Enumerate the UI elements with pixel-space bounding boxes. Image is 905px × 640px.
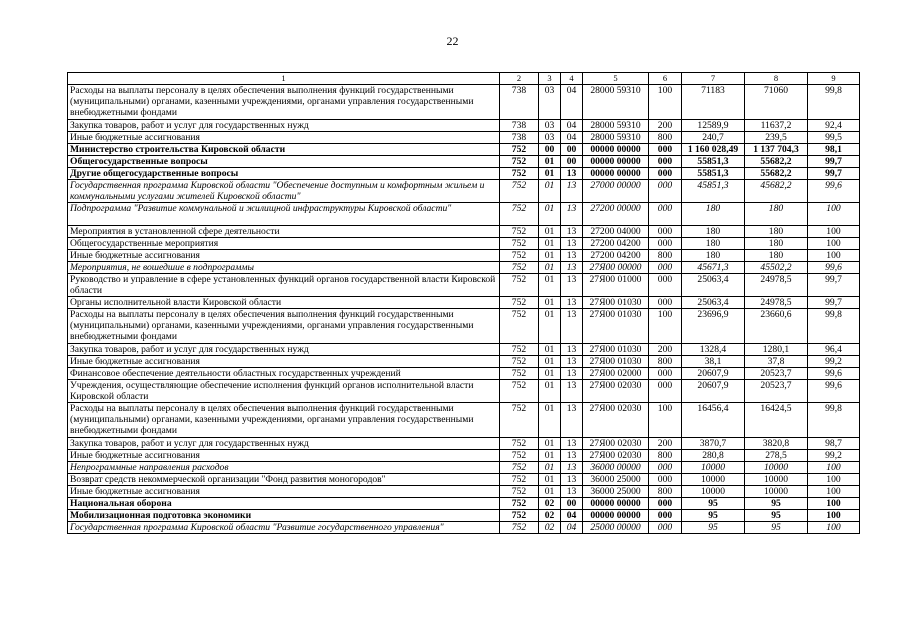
cell-planned: 10000 (682, 486, 745, 498)
cell-ministry-code: 752 (500, 450, 539, 462)
cell-target-article: 27Я00 01030 (583, 356, 649, 368)
row-name: Расходы на выплаты персоналу в целях обеспечения выполнения функций государственными (муниципальными) органами, казенными учреждениями, органами управления государственными внебюджетными фондами (68, 85, 500, 120)
cell-subsection: 04 (561, 522, 583, 534)
table-row (68, 356, 860, 368)
row-name: Мероприятия в установленной сфере деятельности (68, 226, 500, 238)
cell-planned: 55851,3 (682, 168, 745, 180)
cell-executed: 23660,6 (745, 309, 808, 344)
cell-percent: 100 (808, 226, 860, 238)
cell-percent: 99,6 (808, 262, 860, 274)
cell-expense-type: 000 (649, 522, 682, 534)
cell-percent: 100 (808, 474, 860, 486)
cell-section: 01 (539, 356, 561, 368)
cell-ministry-code: 752 (500, 203, 539, 226)
cell-subsection: 13 (561, 168, 583, 180)
cell-percent: 99,6 (808, 380, 860, 403)
cell-executed: 10000 (745, 486, 808, 498)
cell-subsection: 13 (561, 403, 583, 438)
cell-percent: 96,4 (808, 344, 860, 356)
cell-section: 01 (539, 450, 561, 462)
budget-table (67, 72, 860, 534)
cell-executed: 3820,8 (745, 438, 808, 450)
cell-executed: 55682,2 (745, 156, 808, 168)
cell-ministry-code: 752 (500, 344, 539, 356)
row-name: Руководство и управление в сфере установленных функций органов государственной власти Кировской области (68, 274, 500, 297)
cell-expense-type: 800 (649, 356, 682, 368)
cell-expense-type: 800 (649, 450, 682, 462)
row-name: Расходы на выплаты персоналу в целях обеспечения выполнения функций государственными (муниципальными) органами, казенными учреждениями, органами управления государственными внебюджетными фондами (68, 309, 500, 344)
cell-percent: 99,6 (808, 368, 860, 380)
cell-planned: 45851,3 (682, 180, 745, 203)
cell-ministry-code: 752 (500, 474, 539, 486)
cell-executed: 16424,5 (745, 403, 808, 438)
row-name: Учреждения, осуществляющие обеспечение исполнения функций органов исполнительной власти Кировской области (68, 380, 500, 403)
cell-section: 01 (539, 486, 561, 498)
row-name: Иные бюджетные ассигнования (68, 486, 500, 498)
column-header: 4 (561, 73, 583, 85)
cell-target-article: 28000 59310 (583, 85, 649, 120)
column-header: 2 (500, 73, 539, 85)
table-row (68, 156, 860, 168)
cell-section: 01 (539, 462, 561, 474)
cell-expense-type: 000 (649, 274, 682, 297)
cell-ministry-code: 752 (500, 144, 539, 156)
cell-target-article: 36000 25000 (583, 474, 649, 486)
cell-expense-type: 000 (649, 262, 682, 274)
cell-target-article: 28000 59310 (583, 132, 649, 144)
cell-target-article: 27200 04200 (583, 250, 649, 262)
cell-planned: 180 (682, 250, 745, 262)
cell-percent: 100 (808, 486, 860, 498)
cell-subsection: 00 (561, 498, 583, 510)
cell-executed: 10000 (745, 474, 808, 486)
cell-subsection: 00 (561, 144, 583, 156)
cell-ministry-code: 752 (500, 510, 539, 522)
cell-planned: 180 (682, 238, 745, 250)
cell-subsection: 13 (561, 474, 583, 486)
cell-section: 03 (539, 120, 561, 132)
cell-target-article: 27Я00 02030 (583, 403, 649, 438)
row-name: Расходы на выплаты персоналу в целях обеспечения выполнения функций государственными (муниципальными) органами, казенными учреждениями, органами управления государственными внебюджетными фондами (68, 403, 500, 438)
row-name: Возврат средств некоммерческой организации "Фонд развития моногородов" (68, 474, 500, 486)
cell-expense-type: 100 (649, 85, 682, 120)
cell-executed: 37,8 (745, 356, 808, 368)
cell-ministry-code: 752 (500, 403, 539, 438)
cell-subsection: 13 (561, 262, 583, 274)
cell-subsection: 13 (561, 380, 583, 403)
table-row (68, 510, 860, 522)
table-row (68, 498, 860, 510)
cell-subsection: 13 (561, 309, 583, 344)
cell-section: 01 (539, 344, 561, 356)
cell-planned: 71183 (682, 85, 745, 120)
cell-target-article: 27200 00000 (583, 203, 649, 226)
cell-ministry-code: 752 (500, 438, 539, 450)
cell-percent: 99,8 (808, 309, 860, 344)
column-header: 1 (68, 73, 500, 85)
cell-target-article: 00000 00000 (583, 498, 649, 510)
row-name: Закупка товаров, работ и услуг для государственных нужд (68, 120, 500, 132)
cell-section: 03 (539, 85, 561, 120)
cell-subsection: 13 (561, 297, 583, 309)
cell-target-article: 27000 00000 (583, 180, 649, 203)
cell-target-article: 27Я00 02030 (583, 438, 649, 450)
row-name: Министерство строительства Кировской области (68, 144, 500, 156)
table-row (68, 226, 860, 238)
row-name: Иные бюджетные ассигнования (68, 356, 500, 368)
row-name: Мобилизационная подготовка экономики (68, 510, 500, 522)
cell-executed: 1280,1 (745, 344, 808, 356)
cell-subsection: 04 (561, 85, 583, 120)
row-name: Иные бюджетные ассигнования (68, 250, 500, 262)
cell-ministry-code: 752 (500, 180, 539, 203)
table-row (68, 368, 860, 380)
cell-percent: 100 (808, 203, 860, 226)
cell-subsection: 13 (561, 368, 583, 380)
cell-section: 03 (539, 132, 561, 144)
row-name: Общегосударственные мероприятия (68, 238, 500, 250)
cell-percent: 99,8 (808, 403, 860, 438)
cell-expense-type: 200 (649, 344, 682, 356)
row-name: Финансовое обеспечение деятельности областных государственных учреждений (68, 368, 500, 380)
cell-percent: 100 (808, 250, 860, 262)
cell-planned: 25063,4 (682, 297, 745, 309)
cell-target-article: 27Я00 02030 (583, 380, 649, 403)
cell-subsection: 04 (561, 120, 583, 132)
cell-subsection: 13 (561, 226, 583, 238)
cell-planned: 95 (682, 510, 745, 522)
table-row (68, 238, 860, 250)
table-row (68, 85, 860, 120)
cell-ministry-code: 752 (500, 380, 539, 403)
cell-executed: 10000 (745, 462, 808, 474)
cell-section: 01 (539, 438, 561, 450)
cell-section: 01 (539, 238, 561, 250)
cell-expense-type: 800 (649, 250, 682, 262)
cell-section: 01 (539, 262, 561, 274)
cell-expense-type: 000 (649, 156, 682, 168)
cell-executed: 278,5 (745, 450, 808, 462)
cell-percent: 99,7 (808, 168, 860, 180)
cell-percent: 99,7 (808, 274, 860, 297)
cell-subsection: 13 (561, 450, 583, 462)
cell-percent: 99,6 (808, 180, 860, 203)
cell-percent: 99,2 (808, 356, 860, 368)
row-name: Государственная программа Кировской области "Обеспечение доступным и комфортным жильем и коммунальными услугами жителей Кировской области" (68, 180, 500, 203)
row-name: Иные бюджетные ассигнования (68, 450, 500, 462)
cell-target-article: 36000 00000 (583, 462, 649, 474)
cell-target-article: 36000 25000 (583, 486, 649, 498)
table-row (68, 132, 860, 144)
row-name: Мероприятия, не вошедшие в подпрограммы (68, 262, 500, 274)
column-header: 9 (808, 73, 860, 85)
table-row (68, 120, 860, 132)
cell-ministry-code: 752 (500, 309, 539, 344)
cell-planned: 1328,4 (682, 344, 745, 356)
cell-expense-type: 000 (649, 462, 682, 474)
cell-expense-type: 000 (649, 474, 682, 486)
row-name: Государственная программа Кировской области "Развитие государственного управления" (68, 522, 500, 534)
cell-subsection: 13 (561, 356, 583, 368)
table-row (68, 438, 860, 450)
table-row (68, 250, 860, 262)
cell-executed: 45502,2 (745, 262, 808, 274)
cell-ministry-code: 752 (500, 274, 539, 297)
cell-subsection: 13 (561, 462, 583, 474)
row-name: Закупка товаров, работ и услуг для государственных нужд (68, 344, 500, 356)
table-row (68, 450, 860, 462)
cell-planned: 95 (682, 498, 745, 510)
cell-expense-type: 100 (649, 309, 682, 344)
cell-ministry-code: 738 (500, 85, 539, 120)
cell-percent: 100 (808, 498, 860, 510)
row-name: Непрограммные направления расходов (68, 462, 500, 474)
cell-section: 02 (539, 498, 561, 510)
cell-executed: 45682,2 (745, 180, 808, 203)
cell-executed: 71060 (745, 85, 808, 120)
cell-planned: 25063,4 (682, 274, 745, 297)
column-header: 6 (649, 73, 682, 85)
cell-target-article: 27Я00 01000 (583, 274, 649, 297)
cell-subsection: 04 (561, 510, 583, 522)
cell-ministry-code: 752 (500, 486, 539, 498)
table-row (68, 462, 860, 474)
cell-ministry-code: 752 (500, 156, 539, 168)
cell-target-article: 27200 04000 (583, 226, 649, 238)
cell-expense-type: 000 (649, 380, 682, 403)
cell-target-article: 28000 59310 (583, 120, 649, 132)
cell-planned: 55851,3 (682, 156, 745, 168)
row-name: Другие общегосударственные вопросы (68, 168, 500, 180)
cell-section: 01 (539, 226, 561, 238)
cell-percent: 99,8 (808, 85, 860, 120)
cell-section: 02 (539, 510, 561, 522)
row-name: Подпрограмма "Развитие коммунальной и жилищной инфраструктуры Кировской области" (68, 203, 500, 226)
table-row (68, 486, 860, 498)
cell-expense-type: 000 (649, 498, 682, 510)
cell-subsection: 13 (561, 238, 583, 250)
cell-expense-type: 000 (649, 180, 682, 203)
cell-executed: 180 (745, 203, 808, 226)
table-row (68, 168, 860, 180)
cell-percent: 100 (808, 510, 860, 522)
cell-section: 01 (539, 297, 561, 309)
cell-expense-type: 000 (649, 510, 682, 522)
cell-planned: 12589,9 (682, 120, 745, 132)
cell-subsection: 13 (561, 344, 583, 356)
cell-planned: 23696,9 (682, 309, 745, 344)
cell-section: 01 (539, 309, 561, 344)
cell-planned: 180 (682, 203, 745, 226)
column-header: 8 (745, 73, 808, 85)
cell-expense-type: 000 (649, 368, 682, 380)
cell-target-article: 27Я00 02030 (583, 450, 649, 462)
cell-planned: 280,8 (682, 450, 745, 462)
table-row (68, 144, 860, 156)
cell-subsection: 13 (561, 250, 583, 262)
table-row (68, 297, 860, 309)
cell-ministry-code: 752 (500, 356, 539, 368)
cell-target-article: 27200 04200 (583, 238, 649, 250)
table-row (68, 309, 860, 344)
cell-target-article: 27Я00 01030 (583, 297, 649, 309)
table-row (68, 274, 860, 297)
cell-executed: 95 (745, 522, 808, 534)
table-row (68, 474, 860, 486)
cell-ministry-code: 752 (500, 462, 539, 474)
cell-ministry-code: 752 (500, 522, 539, 534)
cell-subsection: 13 (561, 438, 583, 450)
cell-expense-type: 000 (649, 297, 682, 309)
table-row (68, 180, 860, 203)
column-header: 5 (583, 73, 649, 85)
row-name: Органы исполнительной власти Кировской области (68, 297, 500, 309)
cell-planned: 180 (682, 226, 745, 238)
table-row (68, 522, 860, 534)
cell-percent: 100 (808, 522, 860, 534)
cell-planned: 1 160 028,49 (682, 144, 745, 156)
cell-percent: 92,4 (808, 120, 860, 132)
cell-ministry-code: 752 (500, 168, 539, 180)
cell-percent: 100 (808, 238, 860, 250)
cell-executed: 20523,7 (745, 380, 808, 403)
cell-ministry-code: 752 (500, 297, 539, 309)
row-name: Национальная оборона (68, 498, 500, 510)
cell-expense-type: 200 (649, 120, 682, 132)
cell-section: 01 (539, 156, 561, 168)
cell-percent: 99,7 (808, 156, 860, 168)
cell-executed: 180 (745, 238, 808, 250)
cell-expense-type: 000 (649, 226, 682, 238)
cell-executed: 180 (745, 250, 808, 262)
cell-ministry-code: 752 (500, 498, 539, 510)
cell-section: 02 (539, 522, 561, 534)
cell-planned: 45671,3 (682, 262, 745, 274)
cell-planned: 16456,4 (682, 403, 745, 438)
cell-ministry-code: 752 (500, 368, 539, 380)
cell-subsection: 13 (561, 486, 583, 498)
cell-section: 00 (539, 144, 561, 156)
cell-target-article: 27Я00 00000 (583, 262, 649, 274)
cell-subsection: 13 (561, 180, 583, 203)
cell-subsection: 04 (561, 132, 583, 144)
cell-section: 01 (539, 403, 561, 438)
cell-percent: 98,1 (808, 144, 860, 156)
column-header: 7 (682, 73, 745, 85)
table-row (68, 380, 860, 403)
cell-target-article: 00000 00000 (583, 144, 649, 156)
cell-percent: 100 (808, 462, 860, 474)
cell-ministry-code: 738 (500, 120, 539, 132)
cell-target-article: 27Я00 01030 (583, 309, 649, 344)
cell-subsection: 13 (561, 274, 583, 297)
cell-target-article: 00000 00000 (583, 156, 649, 168)
cell-percent: 99,5 (808, 132, 860, 144)
cell-planned: 20607,9 (682, 380, 745, 403)
table-row (68, 262, 860, 274)
cell-ministry-code: 738 (500, 132, 539, 144)
cell-section: 01 (539, 368, 561, 380)
cell-planned: 3870,7 (682, 438, 745, 450)
cell-executed: 1 137 704,3 (745, 144, 808, 156)
cell-target-article: 27Я00 01030 (583, 344, 649, 356)
cell-planned: 20607,9 (682, 368, 745, 380)
cell-section: 01 (539, 274, 561, 297)
cell-section: 01 (539, 380, 561, 403)
cell-percent: 99,2 (808, 450, 860, 462)
table-row (68, 403, 860, 438)
cell-executed: 55682,2 (745, 168, 808, 180)
cell-executed: 239,5 (745, 132, 808, 144)
cell-section: 01 (539, 203, 561, 226)
cell-target-article: 27Я00 02000 (583, 368, 649, 380)
cell-expense-type: 800 (649, 486, 682, 498)
cell-planned: 10000 (682, 462, 745, 474)
row-name: Закупка товаров, работ и услуг для государственных нужд (68, 438, 500, 450)
cell-ministry-code: 752 (500, 226, 539, 238)
table-header-row (68, 73, 860, 85)
cell-executed: 180 (745, 226, 808, 238)
row-name: Общегосударственные вопросы (68, 156, 500, 168)
cell-planned: 240,7 (682, 132, 745, 144)
cell-target-article: 00000 00000 (583, 510, 649, 522)
cell-expense-type: 000 (649, 238, 682, 250)
cell-executed: 20523,7 (745, 368, 808, 380)
cell-section: 01 (539, 168, 561, 180)
cell-expense-type: 200 (649, 438, 682, 450)
cell-ministry-code: 752 (500, 262, 539, 274)
cell-percent: 98,7 (808, 438, 860, 450)
table-row (68, 344, 860, 356)
cell-executed: 11637,2 (745, 120, 808, 132)
cell-planned: 38,1 (682, 356, 745, 368)
cell-planned: 10000 (682, 474, 745, 486)
cell-expense-type: 000 (649, 203, 682, 226)
cell-ministry-code: 752 (500, 238, 539, 250)
cell-target-article: 25000 00000 (583, 522, 649, 534)
cell-executed: 95 (745, 510, 808, 522)
cell-section: 01 (539, 180, 561, 203)
cell-subsection: 00 (561, 156, 583, 168)
cell-ministry-code: 752 (500, 250, 539, 262)
cell-expense-type: 100 (649, 403, 682, 438)
row-name: Иные бюджетные ассигнования (68, 132, 500, 144)
cell-expense-type: 000 (649, 168, 682, 180)
cell-target-article: 00000 00000 (583, 168, 649, 180)
column-header: 3 (539, 73, 561, 85)
cell-expense-type: 000 (649, 144, 682, 156)
cell-section: 01 (539, 250, 561, 262)
cell-section: 01 (539, 474, 561, 486)
table-row (68, 203, 860, 226)
cell-executed: 24978,5 (745, 297, 808, 309)
cell-executed: 95 (745, 498, 808, 510)
cell-expense-type: 800 (649, 132, 682, 144)
page-number: 22 (446, 34, 459, 48)
cell-executed: 24978,5 (745, 274, 808, 297)
cell-planned: 95 (682, 522, 745, 534)
cell-subsection: 13 (561, 203, 583, 226)
cell-percent: 99,7 (808, 297, 860, 309)
